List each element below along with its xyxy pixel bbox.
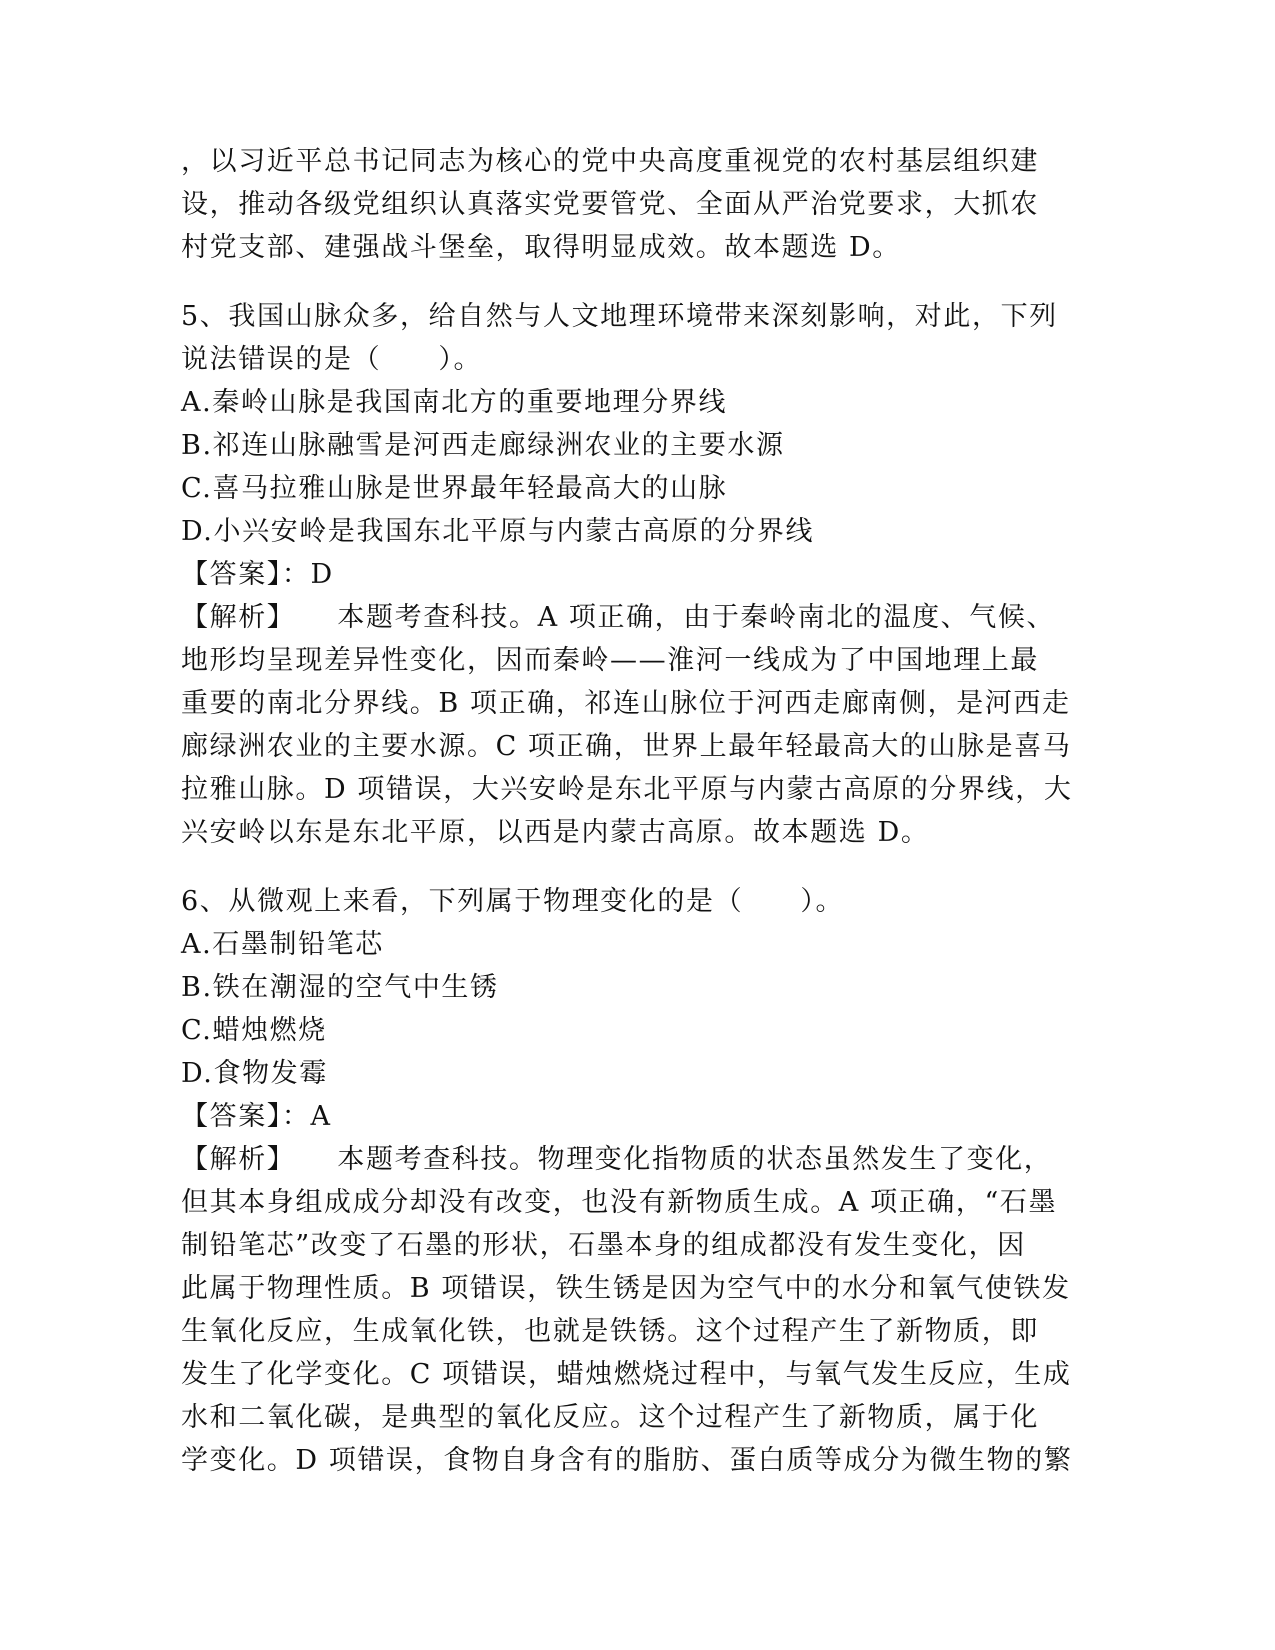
answer-line: 【答案】：A — [181, 1101, 332, 1132]
text-line: 设，推动各级党组织认真落实党要管党、全面从严治党要求，大抓农 — [181, 189, 1039, 220]
option-a: A.秦岭山脉是我国南北方的重要地理分界线 — [181, 387, 728, 418]
analysis-text: 本题考查科技。A 项正确，由于秦岭南北的温度、气候、 — [337, 602, 1056, 633]
analysis-line: 地形均呈现差异性变化，因而秦岭——淮河一线成为了中国地理上最 — [181, 645, 1039, 676]
analysis-line: 此属于物理性质。B 项错误，铁生锈是因为空气中的水分和氧气使铁发 — [181, 1273, 1071, 1304]
text-line: 村党支部、建强战斗堡垒，取得明显成效。故本题选 D。 — [181, 232, 901, 263]
question-stem: 5、我国山脉众多，给自然与人文地理环境带来深刻影响，对此，下列 — [181, 301, 1058, 332]
analysis-tag: 【解析】 — [181, 602, 296, 633]
analysis-line — [181, 596, 1081, 639]
text-line: ，以习近平总书记同志为核心的党中央高度重视党的农村基层组织建 — [181, 146, 1039, 177]
answer-line: 【答案】：D — [181, 559, 334, 590]
option-c: C.蜡烛燃烧 — [181, 1015, 327, 1046]
option-b: B.祁连山脉融雪是河西走廊绿洲农业的主要水源 — [181, 430, 785, 461]
spacer — [181, 269, 1081, 295]
option-a: A.石墨制铅笔芯 — [181, 929, 384, 960]
question-stem: 6、从微观上来看，下列属于物理变化的是（ ）。 — [181, 886, 845, 917]
analysis-line: 兴安岭以东是东北平原，以西是内蒙古高原。故本题选 D。 — [181, 817, 930, 848]
analysis-tag: 【解析】 — [181, 1144, 296, 1175]
option-c: C.喜马拉雅山脉是世界最年轻最高大的山脉 — [181, 473, 728, 504]
spacer — [181, 854, 1081, 880]
question-6 — [181, 880, 1081, 1482]
question-stem: 说法错误的是（ ）。 — [181, 344, 483, 375]
option-b: B.铁在潮湿的空气中生锈 — [181, 972, 499, 1003]
analysis-line: 学变化。D 项错误，食物自身含有的脂肪、蛋白质等成分为微生物的繁 — [181, 1445, 1073, 1476]
analysis-line: 水和二氧化碳，是典型的氧化反应。这个过程产生了新物质，属于化 — [181, 1402, 1039, 1433]
analysis-line: 但其本身组成成分却没有改变，也没有新物质生成。A 项正确，“石墨 — [181, 1187, 1058, 1218]
analysis-line: 发生了化学变化。C 项错误，蜡烛燃烧过程中，与氧气发生反应，生成 — [181, 1359, 1072, 1390]
analysis-line — [181, 1138, 1081, 1181]
question-5 — [181, 295, 1081, 854]
analysis-line: 生氧化反应，生成氧化铁，也就是铁锈。这个过程产生了新物质，即 — [181, 1316, 1039, 1347]
analysis-line: 制铅笔芯”改变了石墨的形状，石墨本身的组成都没有发生变化，因 — [181, 1230, 1026, 1261]
analysis-line: 廊绿洲农业的主要水源。C 项正确，世界上最年轻最高大的山脉是喜马 — [181, 731, 1072, 762]
option-d: D.食物发霉 — [181, 1058, 328, 1089]
document-page — [181, 140, 1081, 1482]
option-d: D.小兴安岭是我国东北平原与内蒙古高原的分界线 — [181, 516, 815, 547]
analysis-line: 拉雅山脉。D 项错误，大兴安岭是东北平原与内蒙古高原的分界线，大 — [181, 774, 1073, 805]
previous-analysis-continuation — [181, 140, 1081, 269]
analysis-line: 重要的南北分界线。B 项正确，祁连山脉位于河西走廊南侧，是河西走 — [181, 688, 1071, 719]
analysis-text: 本题考查科技。物理变化指物质的状态虽然发生了变化， — [337, 1144, 1053, 1175]
